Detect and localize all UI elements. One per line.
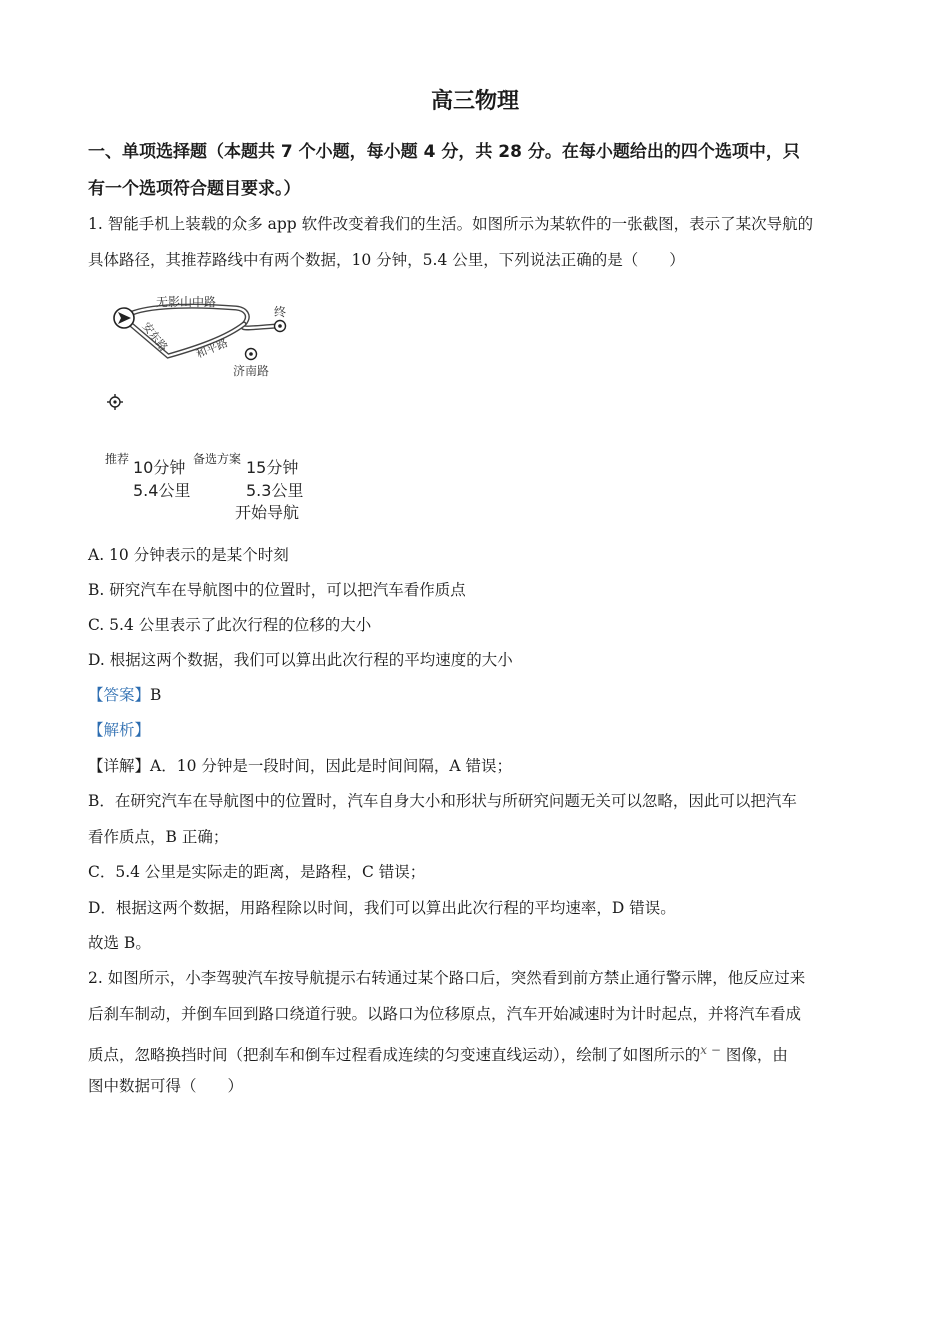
detail-a: A．10 分钟是一段时间，因此是时间间隔，A 错误；: [150, 757, 512, 775]
x-t-symbol: x −: [700, 1043, 721, 1057]
road-label-jinan: 济南路: [233, 364, 270, 378]
locate-position-icon: [107, 394, 123, 410]
q2-stem-line4: 图中数据可得（ ）: [88, 1077, 244, 1095]
jinan-road-marker-icon: [246, 349, 257, 360]
q1-stem-line1: 1. 智能手机上装载的众多 app 软件改变着我们的生活。如图所示为某软件的一张截图，表示了某次导航的: [88, 215, 814, 233]
q1-option-a: A. 10 分钟表示的是某个时刻: [88, 546, 289, 564]
q1-answer-line: [88, 685, 878, 705]
road-label-andong: 安东路: [139, 319, 171, 354]
q1-option-b: B. 研究汽车在导航图中的位置时，可以把汽车看作质点: [88, 581, 466, 599]
q1-detail-b-line2: 看作质点，B 正确；: [88, 828, 229, 846]
q1-option-d: D. 根据这两个数据，我们可以算出此次行程的平均速度的大小: [88, 651, 513, 669]
end-marker-icon: [275, 321, 286, 332]
recommended-time: 10分钟: [133, 458, 186, 477]
q2-stem-line2: 后刹车制动，并倒车回到路口绕道行驶。以路口为位移原点，汽车开始减速时为计时起点，并将汽车看成: [88, 1005, 802, 1023]
start-arrow-icon: [114, 308, 134, 328]
answer-label: 【答案】: [88, 686, 151, 704]
alternative-time: 15分钟: [246, 458, 299, 477]
q2-stem-line3-a: 质点，忽略换挡时间（把刹车和倒车过程看成连续的匀变速直线运动），绘制了如图所示的: [88, 1046, 701, 1065]
q1-detail-a-line: [88, 756, 878, 776]
recommended-label: 推荐: [105, 452, 130, 466]
q1-option-c: C. 5.4 公里表示了此次行程的位移的大小: [88, 616, 372, 634]
alternative-label: 备选方案: [193, 452, 242, 466]
q1-detail-c: C．5.4 公里是实际走的距离，是路程，C 错误；: [88, 863, 426, 881]
q1-detail-d: D．根据这两个数据，用路程除以时间，我们可以算出此次行程的平均速率，D 错误。: [88, 899, 676, 917]
start-navigation-button[interactable]: 开始导航: [235, 503, 300, 522]
q2-stem-line1: 2. 如图所示，小李驾驶汽车按导航提示右转通过某个路口后，突然看到前方禁止通行警示牌，他反应过来: [88, 969, 806, 987]
q1-stem-line2: 具体路径，其推荐路线中有两个数据，10 分钟，5.4 公里，下列说法正确的是（ ）: [88, 251, 685, 269]
section-heading-line2: 有一个选项符合题目要求。）: [88, 179, 301, 199]
recommended-distance: 5.4公里: [133, 481, 191, 500]
q2-stem-line3-b: 图像，由: [720, 1046, 788, 1065]
q2-stem-line3: [88, 1040, 878, 1065]
detail-label: 【详解】: [88, 757, 151, 775]
answer-value: B: [150, 686, 162, 704]
road-label-heping: 和平路: [194, 336, 230, 361]
analysis-label: 【解析】: [88, 721, 151, 739]
q1-conclusion: 故选 B。: [88, 934, 151, 952]
road-label-wuying: 无影山中路: [156, 295, 217, 309]
end-label: 终: [274, 305, 287, 319]
q1-detail-b-line1: B．在研究汽车在导航图中的位置时，汽车自身大小和形状与所研究问题无关可以忽略，因此可以把汽车: [88, 792, 797, 810]
alternative-distance: 5.3公里: [246, 481, 304, 500]
page-title: 高三物理: [430, 89, 519, 114]
section-heading-line1: 一、单项选择题（本题共 7 个小题，每小题 4 分，共 28 分。在每小题给出的四个选项中，只: [88, 142, 800, 162]
